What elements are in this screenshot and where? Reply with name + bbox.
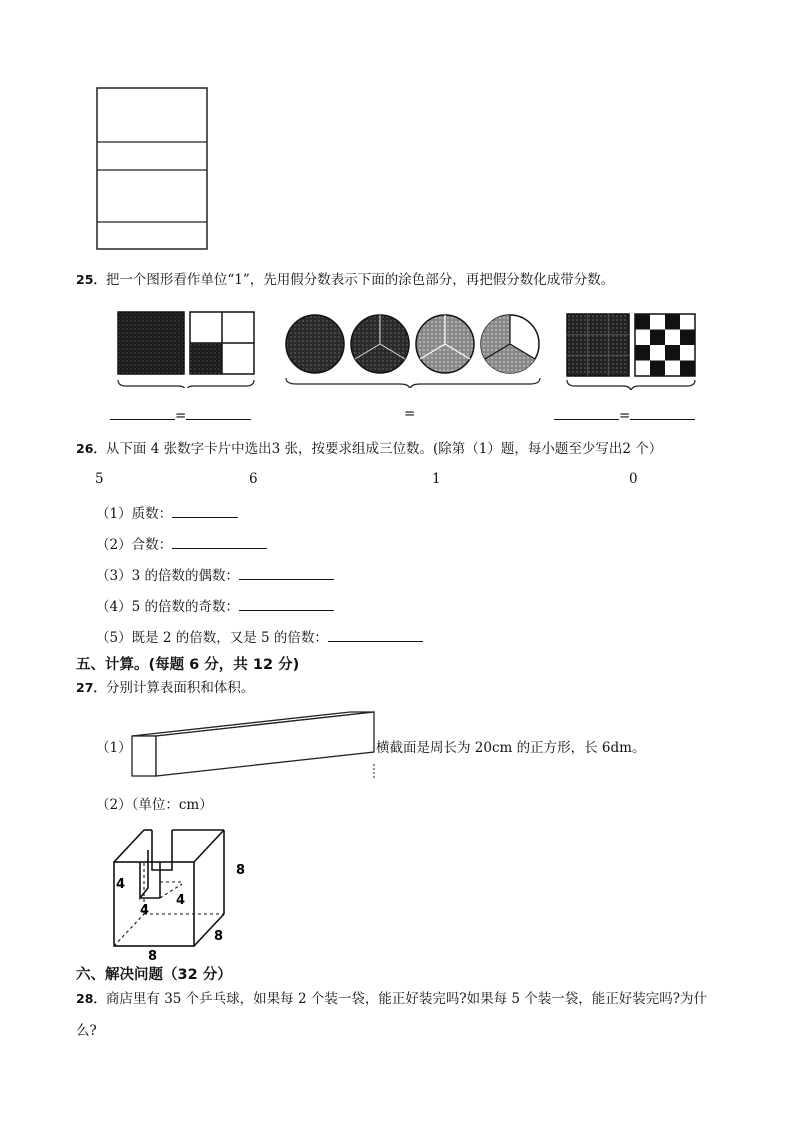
question-27 [76,678,254,698]
answer-line-3 [554,404,695,426]
answer-blank[interactable] [328,626,423,642]
question-number: 27． [76,680,106,695]
hollow-block-figure [92,822,260,962]
sub-question-3 [96,564,334,584]
digit-card: 6 [249,471,258,487]
answer-blank[interactable] [186,404,251,420]
shaded-grids-figure [563,310,701,390]
question-text: 商店里有 35 个乒乓球，如果每 2 个装一袋，能正好装完吗?如果每 5 个装一袋，能正好装完吗?为什 [105,991,707,1007]
answer-blank[interactable] [172,533,267,549]
sub-question-1 [96,502,238,522]
dimension-label: 4 [176,893,186,908]
sub-question-label: （1）质数： [96,506,173,522]
equals-sign: = [175,408,187,424]
question-text: 从下面 4 张数字卡片中选出3 张，按要求组成三位数。(除第（1）题，每小题至少写出2 个） [105,441,663,457]
part-1-label: （1） [96,740,132,756]
question-text: 把一个图形看作单位“1”，先用假分数表示下面的涂色部分，再把假分数化成带分数。 [105,272,615,288]
part-1-text: 横截面是周长为 20cm 的正方形，长 6dm。 [376,740,646,756]
digit-card: 0 [629,471,638,487]
digit-card: 1 [432,471,441,487]
question-number: 26． [76,441,106,456]
answer-blank[interactable] [172,502,238,518]
answer-blank[interactable] [239,595,334,611]
question-26 [76,439,662,459]
section-title: 六、解决问题（32 分） [76,967,232,983]
sub-question-label: （5）既是 2 的倍数，又是 5 的倍数： [96,630,328,646]
question-25 [76,270,614,290]
dimension-label: 4 [116,877,126,892]
sub-question-5 [96,626,423,646]
question-number: 28． [76,991,106,1006]
digit-card: 5 [95,471,104,487]
dimension-label: 8 [236,863,246,878]
sub-question-2 [96,533,267,553]
sub-question-4 [96,595,334,615]
question-text: 分别计算表面积和体积。 [105,680,255,696]
shaded-squares-figure [114,308,258,388]
answer-line-2 [404,404,415,424]
answer-blank[interactable] [110,404,175,420]
answer-blank[interactable] [554,404,619,420]
equals-sign: = [619,408,631,424]
question-number: 25． [76,272,106,287]
dimension-label: 8 [148,949,158,962]
sub-question-label: （3）3 的倍数的偶数： [96,568,239,584]
answer-line-1 [110,404,251,426]
strip-rectangle-figure [95,86,210,252]
shaded-circles-figure [282,312,544,388]
sub-question-label: （4）5 的倍数的奇数： [96,599,239,615]
section-title: 五、计算。(每题 6 分，共 12 分) [76,657,300,673]
dimension-label: 8 [214,929,224,944]
cuboid-figure [128,708,378,782]
answer-blank[interactable] [630,404,695,420]
equals-sign: = [404,406,416,422]
part-2-label: （2）（单位：cm） [96,797,213,813]
sub-question-label: （2）合数： [96,537,173,553]
question-28 [76,989,707,1009]
answer-blank[interactable] [239,564,334,580]
question-28-continued: 么? [76,1023,97,1039]
dimension-label: 4 [140,903,150,918]
